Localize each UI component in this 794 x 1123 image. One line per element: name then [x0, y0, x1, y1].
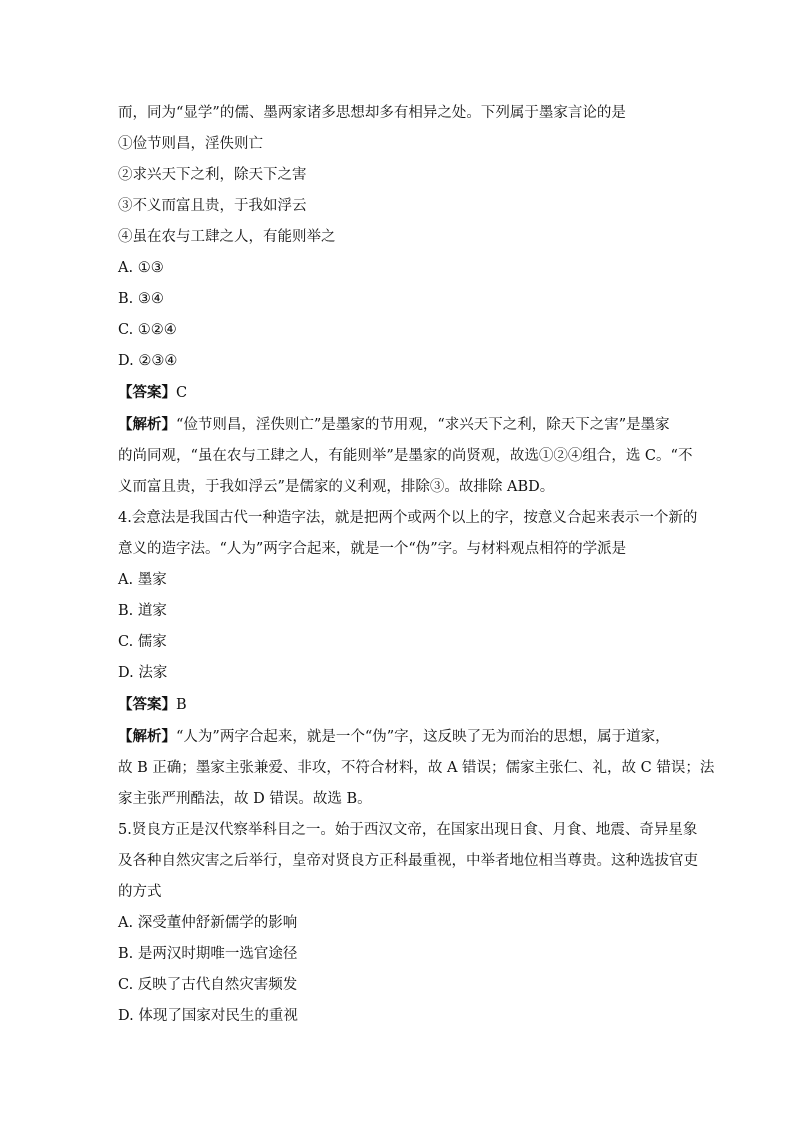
q4-analysis-line-1	[118, 721, 678, 753]
q3-statement-3: ③不义而富且贵，于我如浮云	[118, 198, 307, 214]
q4-answer-value: B	[176, 697, 187, 713]
q3-analysis-line-3: 义而富且贵，于我如浮云”是儒家的义利观，排除③。故排除 ABD。	[118, 479, 555, 495]
q4-analysis-label: 【解析】	[118, 728, 176, 745]
q5-stem-line-1: 5.贤良方正是汉代察举科目之一。始于西汉文帝，在国家出现日食、月食、地震、奇异星象	[118, 822, 698, 838]
q4-stem-line-2: 意义的造字法。“人为”两字合起来，就是一个“伪”字。与材料观点相符的学派是	[118, 541, 627, 557]
q4-answer-label: 【答案】	[118, 696, 176, 713]
q3-answer	[118, 377, 678, 409]
q3-option-a: A. ①③	[118, 260, 164, 276]
q5-stem-line-3: 的方式	[118, 884, 162, 900]
q4-option-d: D. 法家	[118, 665, 168, 681]
q4-stem-line-1: 4.会意法是我国古代一种造字法，就是把两个或两个以上的字，按意义合起来表示一个新的	[118, 510, 698, 526]
q5-option-b: B. 是两汉时期唯一选官途径	[118, 946, 298, 962]
q4-analysis-line-2: 故 B 正确；墨家主张兼爱、非攻，不符合材料，故 A 错误；儒家主张仁、礼，故 C 错误；法	[118, 760, 715, 776]
q3-analysis-line-2: 的尚同观，“虽在农与工肆之人，有能则举”是墨家的尚贤观，故选①②④组合，选 C。“不	[118, 448, 693, 464]
q3-statement-1: ①俭节则昌，淫佚则亡	[118, 136, 263, 152]
q4-option-a: A. 墨家	[118, 572, 167, 588]
q3-analysis-label: 【解析】	[118, 416, 176, 433]
q3-statement-2: ②求兴天下之利，除天下之害	[118, 167, 307, 183]
q5-stem-line-2: 及各种自然灾害之后举行，皇帝对贤良方正科最重视，中举者地位相当尊贵。这种选拔官吏	[118, 853, 698, 869]
q5-option-c: C. 反映了古代自然灾害频发	[118, 977, 298, 993]
q3-answer-value: C	[176, 385, 188, 401]
q4-analysis-text-1: “人为”两字合起来，就是一个“伪”字，这反映了无为而治的思想，属于道家，	[176, 729, 670, 745]
q3-option-b: B. ③④	[118, 291, 164, 307]
q5-option-a: A. 深受董仲舒新儒学的影响	[118, 915, 298, 931]
document-page	[118, 98, 715, 1032]
q3-stem-tail: 而，同为“显学”的儒、墨两家诸多思想却多有相异之处。下列属于墨家言论的是	[118, 105, 626, 121]
q4-option-c: C. 儒家	[118, 634, 167, 650]
q3-analysis-line-1	[118, 409, 678, 441]
q5-option-d: D. 体现了国家对民生的重视	[118, 1008, 298, 1024]
q3-option-d: D. ②③④	[118, 353, 178, 369]
q4-answer	[118, 689, 678, 721]
q4-option-b: B. 道家	[118, 603, 167, 619]
q3-analysis-text-1: “俭节则昌，淫佚则亡”是墨家的节用观，“求兴天下之利，除天下之害”是墨家	[176, 417, 670, 433]
q3-option-c: C. ①②④	[118, 322, 177, 338]
q4-analysis-line-3: 家主张严刑酷法，故 D 错误。故选 B。	[118, 791, 372, 807]
q3-statement-4: ④虽在农与工肆之人，有能则举之	[118, 229, 336, 245]
q3-answer-label: 【答案】	[118, 384, 176, 401]
